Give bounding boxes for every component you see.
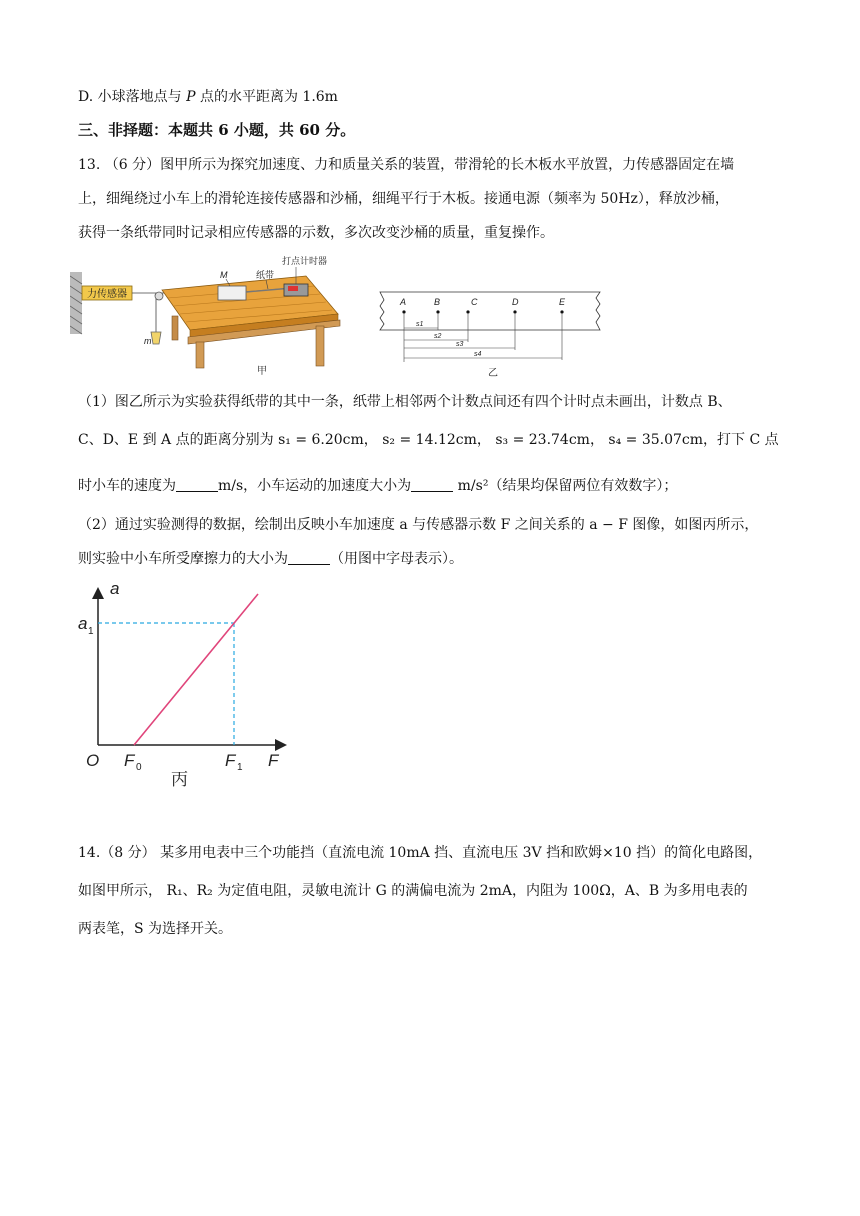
q13-part2-line-1: （2）通过实验测得的数据，绘制出反映小车加速度 a 与传感器示数 F 之间关系的 a − F 图像，如图丙所示， bbox=[78, 517, 759, 533]
q14-line-3: 两表笔，S 为选择开关。 bbox=[78, 921, 233, 937]
s3-value: s₃ = 23.74cm bbox=[495, 432, 590, 448]
f1-subscript: 1 bbox=[237, 762, 243, 773]
part1-tail: ，打下 C 点 bbox=[703, 432, 779, 448]
q13-intro-line-2: 上，细绳绕过小车上的滑轮连接传感器和沙桶，细绳平行于木板。接通电源（频率为 50Hz），释放沙桶， bbox=[78, 191, 729, 207]
origin-label: O bbox=[86, 751, 100, 770]
accel-unit: m/s² bbox=[457, 478, 489, 494]
x-axis-label: F bbox=[268, 751, 279, 770]
section-heading: 三、非择题：本题共 6 小题，共 60 分。 bbox=[78, 121, 356, 139]
acceleration-answer-blank[interactable] bbox=[411, 477, 453, 492]
s4-label: s4 bbox=[474, 351, 482, 358]
label-a: A bbox=[400, 297, 407, 307]
point-b bbox=[436, 310, 439, 313]
friction-hint: （用图中字母表示）。 bbox=[330, 551, 463, 567]
a1-subscript: 1 bbox=[88, 626, 94, 637]
s1-value: s₁ = 6.20cm bbox=[278, 432, 364, 448]
cart-label: M bbox=[220, 270, 228, 280]
bucket-label: m bbox=[144, 336, 152, 346]
caption-bing: 丙 bbox=[171, 770, 188, 789]
q13-part1-line-2: C、D、E 到 A 点的距离分别为 s₁ = 6.20cm， s₂ = 14.12cm， s₃ = 23.74cm， s₄ = 35.07cm，打下 C 点 bbox=[78, 432, 779, 448]
q14-line-2: 如图甲所示， R₁、R₂ 为定值电阻，灵敏电流计 G 的满偏电流为 2mA，内阻为 100Ω，A、B 为多用电表的 bbox=[78, 883, 748, 899]
timer-label: 打点计时器 bbox=[282, 256, 328, 266]
sig-fig-note: （结果均保留两位有效数字）； bbox=[488, 478, 678, 494]
y-axis-label: a bbox=[110, 579, 120, 598]
velocity-answer-blank[interactable] bbox=[176, 477, 218, 492]
label-d: D bbox=[512, 297, 519, 307]
a1-label: a bbox=[78, 614, 88, 633]
velocity-prompt: 时小车的速度为 bbox=[78, 478, 176, 494]
q13-part2-line-2 bbox=[78, 549, 463, 569]
part1-lead: C、D、E 到 A 点的距离分别为 bbox=[78, 432, 274, 448]
sensor-label: 力传感器 bbox=[87, 289, 127, 300]
tape-label: 纸带 bbox=[256, 270, 275, 280]
s4-value: s₄ = 35.07cm bbox=[608, 432, 704, 448]
pulley bbox=[155, 292, 163, 300]
caption-jia: 甲 bbox=[257, 366, 267, 377]
friction-prompt: 则实验中小车所受摩擦力的大小为 bbox=[78, 551, 288, 567]
option-d: D. 小球落地点与 P 点的水平距离为 1.6m bbox=[78, 89, 338, 105]
sand-bucket bbox=[151, 332, 161, 344]
q13-intro-line-3: 获得一条纸带同时记录相应传感器的示数，多次改变沙桶的质量，重复操作。 bbox=[78, 225, 554, 241]
s2-value: s₂ = 14.12cm bbox=[382, 432, 477, 448]
label-e: E bbox=[559, 297, 566, 307]
figure-yi-paper-tape bbox=[370, 290, 605, 382]
acceleration-prompt: m/s，小车运动的加速度大小为 bbox=[218, 478, 412, 494]
point-c bbox=[466, 310, 469, 313]
q13-intro-line-1: 13. （6 分）图甲所示为探究加速度、力和质量关系的装置，带滑轮的长木板水平放置，力传感器固定在墙 bbox=[78, 157, 735, 173]
f0-subscript: 0 bbox=[136, 762, 142, 773]
figure-jia-apparatus bbox=[70, 254, 350, 379]
figure-bing-a-f-graph bbox=[72, 578, 302, 796]
point-d bbox=[513, 310, 516, 313]
friction-answer-blank[interactable] bbox=[288, 550, 330, 565]
label-b: B bbox=[434, 297, 441, 307]
s1-label: s1 bbox=[416, 321, 424, 328]
cart bbox=[218, 286, 246, 300]
point-e bbox=[560, 310, 563, 313]
point-a bbox=[402, 310, 405, 313]
f0-label: F bbox=[124, 751, 135, 770]
a-f-line bbox=[134, 594, 258, 745]
label-c: C bbox=[471, 297, 478, 307]
caption-yi: 乙 bbox=[488, 368, 498, 379]
q13-part1-line-1: （1）图乙所示为实验获得纸带的其中一条，纸带上相邻两个计数点间还有四个计时点未画出，计数点 B、 bbox=[78, 394, 732, 410]
tape-outline bbox=[380, 292, 600, 330]
s3-label: s3 bbox=[456, 341, 464, 348]
s2-label: s2 bbox=[434, 333, 442, 340]
q14-line-1: 14.（8 分） 某多用电表中三个功能挡（直流电流 10mA 挡、直流电压 3V 挡和欧姆×10 挡）的简化电路图， bbox=[78, 845, 763, 861]
q13-part1-line-3 bbox=[78, 476, 677, 496]
f1-label: F bbox=[225, 751, 236, 770]
